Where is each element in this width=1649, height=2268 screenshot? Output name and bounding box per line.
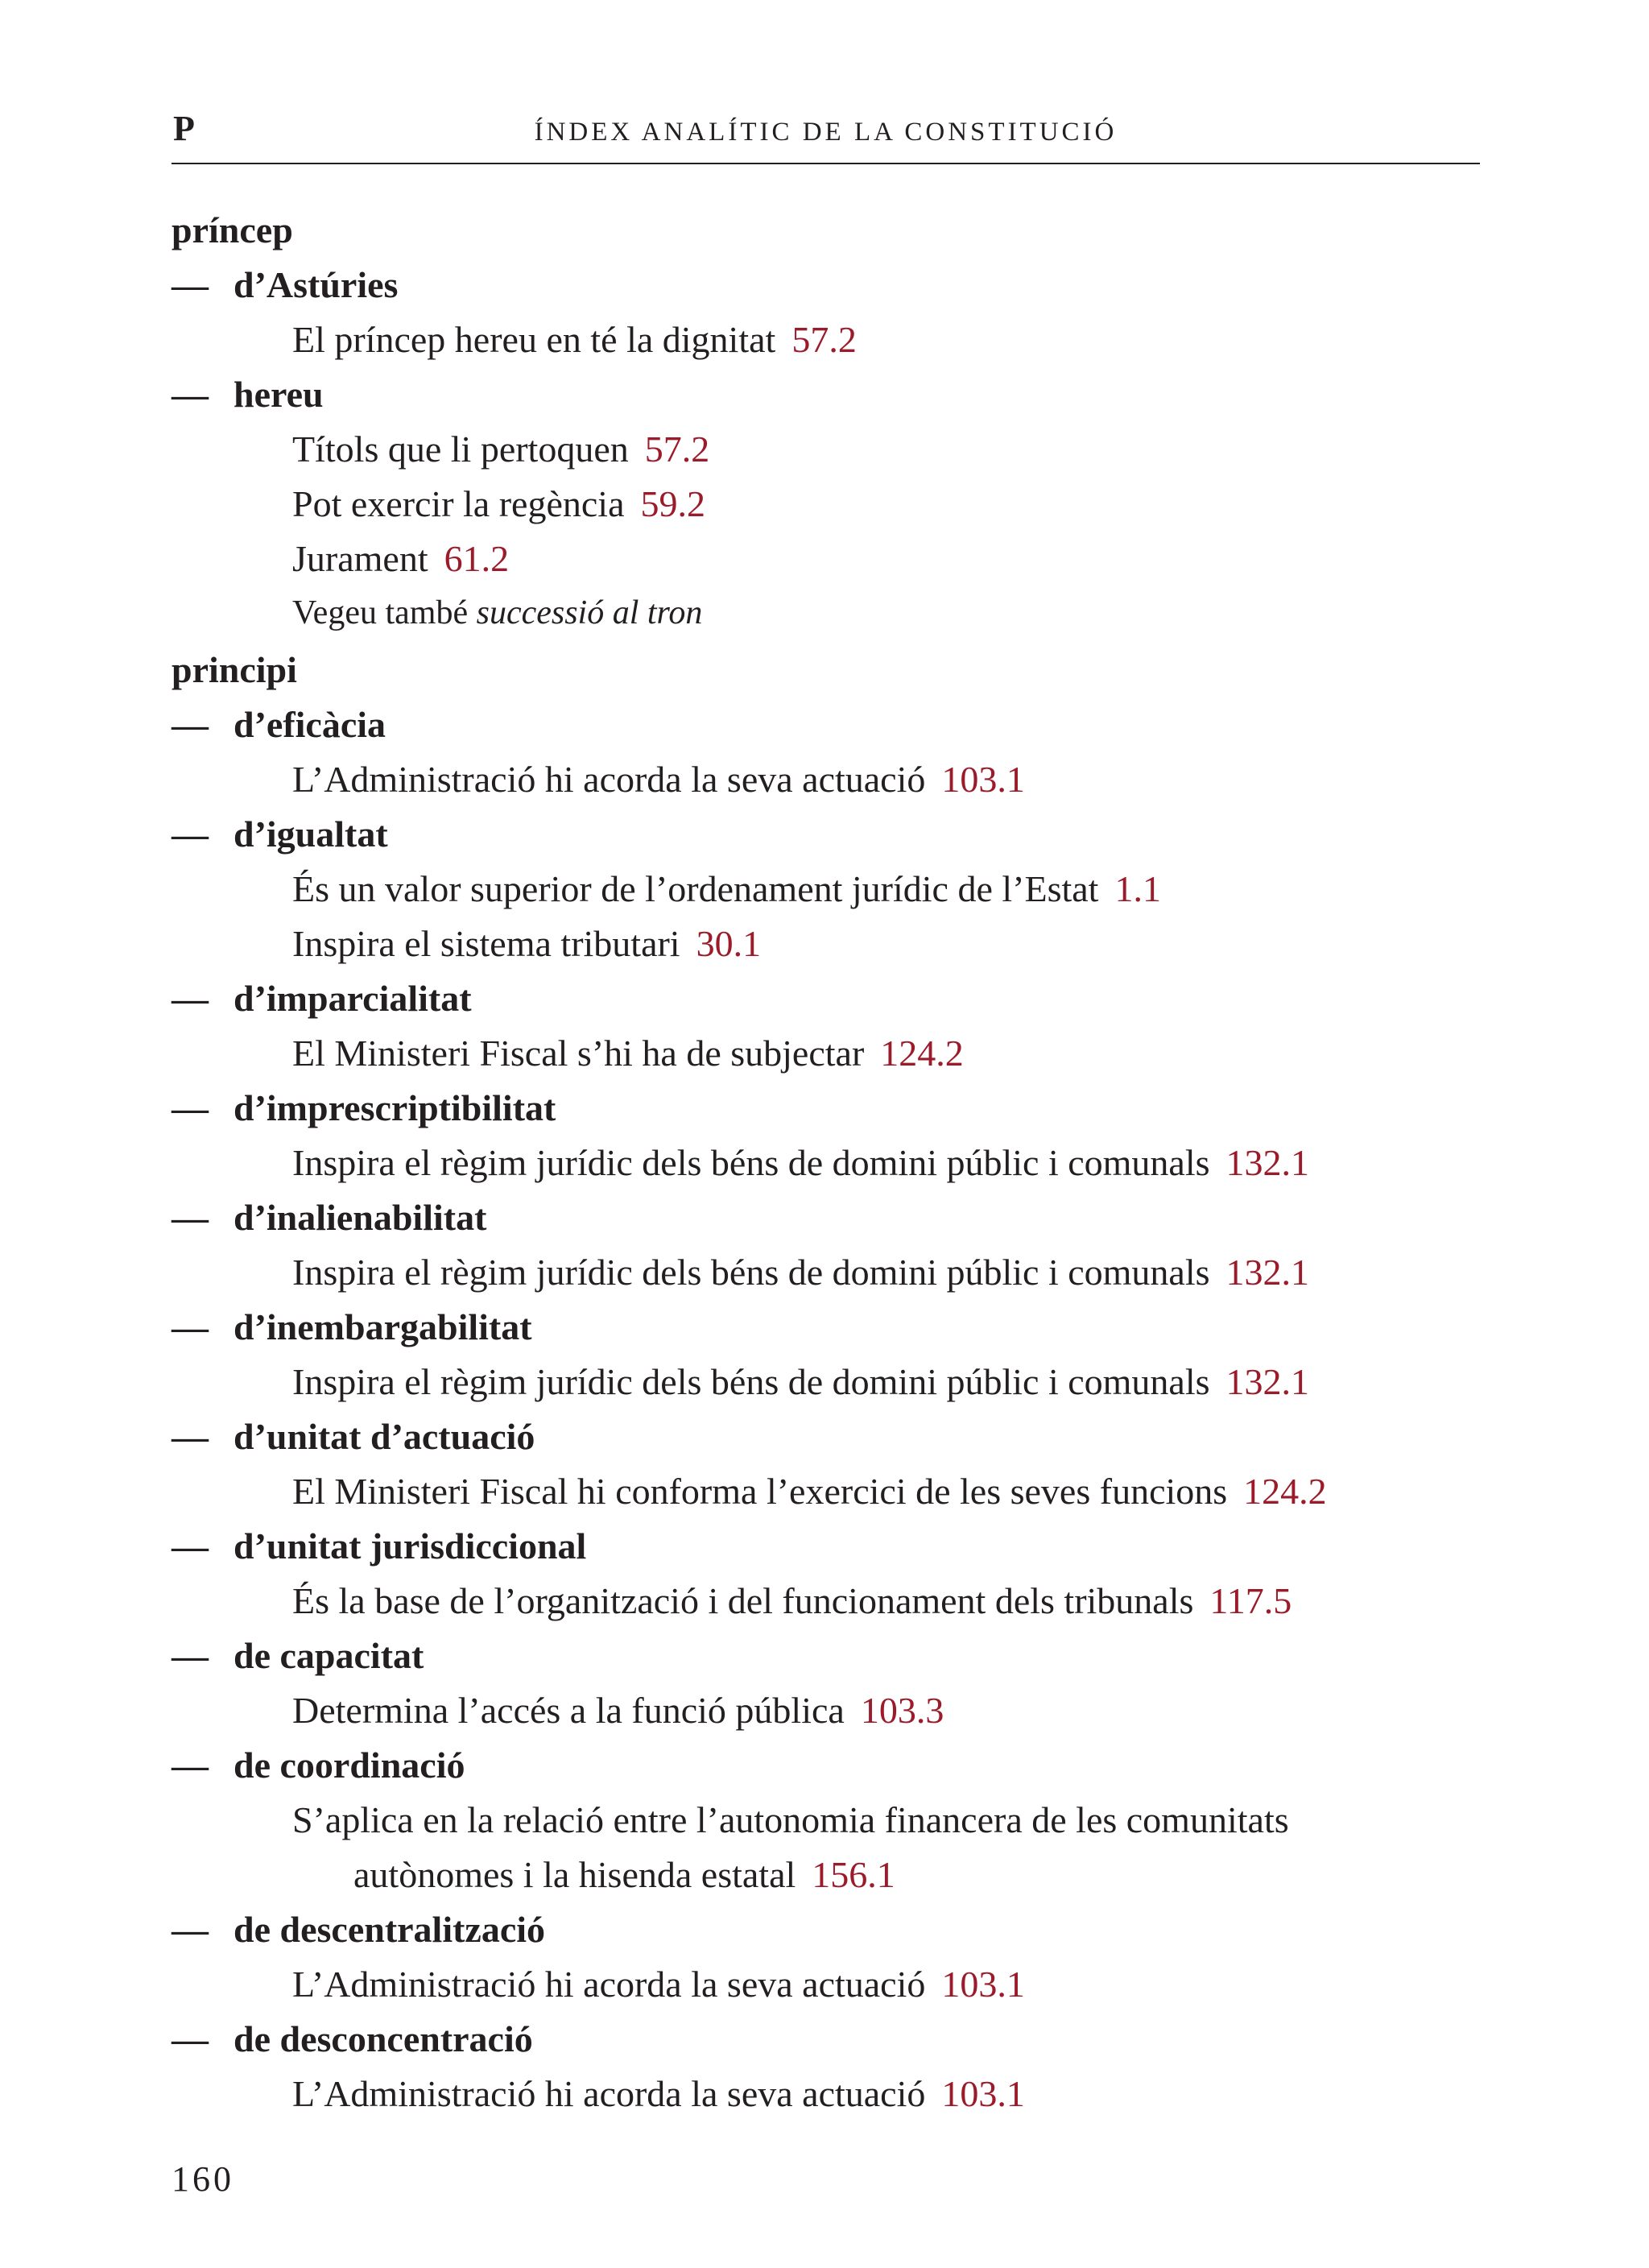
entry-text: Jurament — [292, 538, 428, 579]
entry-text: Inspira el règim jurídic dels béns de domini públic i comunals — [292, 1142, 1210, 1183]
subheading — [172, 1629, 1508, 1683]
entry-text: És la base de l’organització i del funcionament dels tribunals — [292, 1580, 1194, 1621]
em-dash: — — [172, 1306, 209, 1347]
index-entry — [172, 312, 1508, 367]
em-dash: — — [172, 813, 209, 855]
subheading — [172, 971, 1508, 1026]
index-entry — [172, 1464, 1508, 1519]
index-entry — [172, 862, 1508, 917]
entry-text: Pot exercir la regència — [292, 483, 625, 524]
subheading-label: d’Astúries — [234, 264, 399, 305]
subheading-label: de desconcentració — [234, 2018, 533, 2059]
page-number: 160 — [172, 2159, 234, 2199]
entry-text: L’Administració hi acorda la seva actuació — [292, 1964, 926, 2005]
headword: principi — [172, 649, 297, 690]
running-header — [172, 105, 1480, 164]
entry-text: És un valor superior de l’ordenament jurídic de l’Estat — [292, 868, 1099, 909]
subheading — [172, 2012, 1508, 2067]
article-reference: 57.2 — [644, 428, 710, 470]
article-reference: 103.3 — [860, 1690, 944, 1731]
see-also-term: successió al tron — [476, 594, 703, 631]
section-letter: P — [173, 109, 195, 148]
em-dash: — — [172, 1909, 209, 1950]
index-entry — [172, 477, 1508, 532]
entry-text: Inspira el règim jurídic dels béns de domini públic i comunals — [292, 1361, 1210, 1402]
entry-text-continuation — [292, 1848, 1508, 1902]
index-entry — [172, 1957, 1508, 2012]
entry-text: Inspira el sistema tributari — [292, 923, 680, 964]
subheading — [172, 1519, 1508, 1574]
index-entry — [172, 1683, 1508, 1738]
subheading — [172, 1081, 1508, 1136]
index-entry — [172, 532, 1508, 586]
index-entry — [172, 1793, 1508, 1902]
subheading — [172, 1409, 1508, 1464]
subheading-label: d’igualtat — [234, 813, 388, 855]
entry-text: El Ministeri Fiscal s’hi ha de subjectar — [292, 1033, 865, 1074]
index-entry — [172, 1355, 1508, 1409]
index-entries — [172, 203, 1508, 2121]
entry-text: El príncep hereu en té la dignitat — [292, 319, 776, 360]
article-reference: 30.1 — [696, 923, 762, 964]
index-entry — [172, 1026, 1508, 1081]
em-dash: — — [172, 1744, 209, 1786]
headword: príncep — [172, 209, 293, 250]
article-reference: 132.1 — [1225, 1142, 1310, 1183]
subheading-label: d’unitat d’actuació — [234, 1416, 535, 1457]
index-entry — [172, 1245, 1508, 1300]
entry-text: L’Administració hi acorda la seva actuació — [292, 759, 926, 800]
article-reference: 132.1 — [1225, 1361, 1310, 1402]
entry-text: S’aplica en la relació entre l’autonomia financera de les comunitats — [292, 1799, 1289, 1840]
article-reference: 132.1 — [1225, 1252, 1310, 1293]
index-entry — [172, 1136, 1508, 1190]
em-dash: — — [172, 1087, 209, 1128]
subheading-label: d’eficàcia — [234, 704, 386, 745]
subheading — [172, 367, 1508, 422]
index-entry — [172, 752, 1508, 807]
article-reference: 59.2 — [640, 483, 705, 524]
index-entry — [172, 2067, 1508, 2121]
article-reference: 117.5 — [1209, 1580, 1292, 1621]
em-dash: — — [172, 264, 209, 305]
subheading-label: de descentralització — [234, 1909, 546, 1950]
index-entry — [172, 917, 1508, 971]
em-dash: — — [172, 1635, 209, 1676]
em-dash: — — [172, 2018, 209, 2059]
index-entry — [172, 422, 1508, 477]
subheading-label: de capacitat — [234, 1635, 424, 1676]
subheading — [172, 258, 1508, 312]
entry-text: El Ministeri Fiscal hi conforma l’exercici de les seves funcions — [292, 1471, 1228, 1512]
subheading — [172, 1902, 1508, 1957]
subheading — [172, 1190, 1508, 1245]
entry-text: Títols que li pertoquen — [292, 428, 629, 470]
em-dash: — — [172, 978, 209, 1019]
subheading-label: de coordinació — [234, 1744, 465, 1786]
subheading-label: d’inembargabilitat — [234, 1306, 532, 1347]
em-dash: — — [172, 1197, 209, 1238]
entry-text: L’Administració hi acorda la seva actuació — [292, 2073, 926, 2114]
subheading-label: hereu — [234, 374, 324, 415]
subheading-label: d’imprescriptibilitat — [234, 1087, 556, 1128]
article-reference: 61.2 — [444, 538, 510, 579]
em-dash: — — [172, 1416, 209, 1457]
article-reference: 1.1 — [1114, 868, 1161, 909]
see-also — [172, 586, 1508, 639]
entry-text: Determina l’accés a la funció pública — [292, 1690, 845, 1731]
subheading — [172, 1300, 1508, 1355]
article-reference: 156.1 — [812, 1854, 895, 1895]
entry-text-cont: autònomes i la hisenda estatal — [353, 1854, 796, 1895]
entry-text: Inspira el règim jurídic dels béns de domini públic i comunals — [292, 1252, 1210, 1293]
subheading — [172, 1738, 1508, 1793]
subheading-label: d’unitat jurisdiccional — [234, 1525, 587, 1566]
subheading-label: d’imparcialitat — [234, 978, 472, 1019]
article-reference: 124.2 — [880, 1033, 964, 1074]
article-reference: 103.1 — [941, 2073, 1025, 2114]
running-title: ÍNDEX ANALÍTIC DE LA CONSTITUCIÓ — [534, 118, 1118, 147]
article-reference: 124.2 — [1243, 1471, 1327, 1512]
index-entry — [172, 1574, 1508, 1629]
see-also-prefix: Vegeu també — [292, 594, 469, 631]
subheading — [172, 697, 1508, 752]
em-dash: — — [172, 1525, 209, 1566]
subheading — [172, 807, 1508, 862]
article-reference: 57.2 — [791, 319, 857, 360]
article-reference: 103.1 — [941, 1964, 1025, 2005]
article-reference: 103.1 — [941, 759, 1025, 800]
subheading-label: d’inalienabilitat — [234, 1197, 487, 1238]
em-dash: — — [172, 704, 209, 745]
em-dash: — — [172, 374, 209, 415]
